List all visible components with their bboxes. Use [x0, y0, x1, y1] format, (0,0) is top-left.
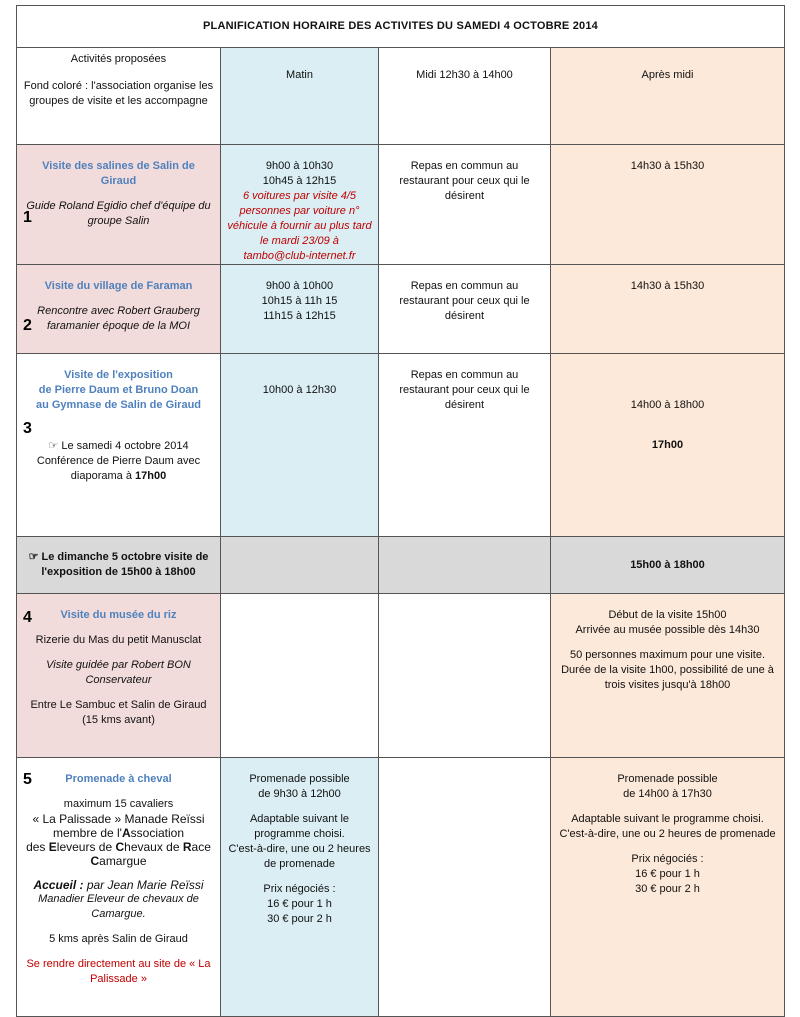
assoc-part: des — [26, 840, 49, 854]
activity-1-number: 1 — [23, 209, 32, 226]
header-legend: Fond coloré : l'association organise les groupes de visite et les accompagne — [23, 80, 214, 107]
activity-4-morning — [221, 594, 379, 758]
assoc-initial: R — [182, 840, 192, 854]
activity-4-location: Entre Le Sambuc et Salin de Giraud (15 kms avant) — [30, 699, 207, 726]
activity-3-afternoon-text: 14h00 à 18h00 — [630, 399, 705, 411]
activity-5-afternoon-adaptable: Adaptable suivant le programme choisi. — [571, 813, 764, 825]
exhibition-sunday-text: Le dimanche 5 octobre visite de l'exposition de 15h00 à 18h00 — [41, 551, 209, 578]
schedule-table — [16, 5, 785, 1017]
activity-2-noon-text: Repas en commun au restaurant pour ceux qui le désirent — [399, 280, 530, 322]
exhibition-sunday-row — [17, 537, 785, 594]
activity-1-cell — [17, 145, 221, 265]
activity-3-afternoon-bold: 17h00 — [651, 439, 684, 451]
activity-row-5 — [17, 758, 785, 1017]
activity-2-morning-time-2: 10h15 à 11h 15 — [261, 295, 338, 307]
activity-5-morning-times: de 9h30 à 12h00 — [258, 788, 341, 800]
activity-5-distance: 5 kms après Salin de Giraud — [49, 933, 188, 945]
activity-1-guide: Guide Roland Egidio chef d'équipe du groupe Salin — [26, 200, 211, 227]
activity-1-morning-time-1: 9h00 à 10h30 — [265, 160, 334, 172]
activity-5-number: 5 — [23, 771, 32, 788]
activity-4-number: 4 — [23, 609, 32, 626]
activity-2-morning — [221, 265, 379, 354]
activity-5-morning-adaptable: Adaptable suivant le programme choisi. — [249, 813, 350, 840]
header-activities: Activités proposées — [70, 53, 167, 65]
activity-3-afternoon — [551, 354, 785, 537]
activity-5-directions: Se rendre directement au site de « La Palissade » — [26, 958, 211, 985]
header-afternoon-cell — [551, 48, 785, 145]
activity-5-afternoon-times: de 14h00 à 17h30 — [623, 788, 712, 800]
activity-1-noon — [379, 145, 551, 265]
activity-5-afternoon-price-2: 30 € pour 2 h — [635, 883, 700, 895]
activity-1-afternoon — [551, 145, 785, 265]
header-morning: Matin — [286, 69, 313, 81]
assoc-part: leveurs de — [56, 840, 116, 854]
activity-3-note-date-line — [23, 439, 214, 454]
activity-3-cell — [17, 354, 221, 537]
activity-4-afternoon-start: Début de la visite 15h00 — [608, 609, 727, 621]
activity-2-morning-time-3: 11h15 à 12h15 — [263, 310, 336, 322]
activity-3-title-line-3: au Gymnase de Salin de Giraud — [35, 399, 202, 411]
activity-4-afternoon-arrival: Arrivée au musée possible dès 14h30 — [575, 624, 760, 636]
activity-3-morning — [221, 354, 379, 537]
activity-2-morning-time-1: 9h00 à 10h00 — [265, 280, 334, 292]
activity-5-morning-price-1: 16 € pour 1 h — [267, 898, 332, 910]
activity-1-morning-notes: 6 voitures par visite 4/5 personnes par voiture n° véhicule à fournir au plus tard le mardi 23/09 à tambo@club-internet.fr — [227, 190, 372, 262]
assoc-initial: C — [115, 840, 125, 854]
activity-5-member-a: membre de l' — [52, 826, 122, 840]
activity-3-title-line-1: Visite de l'exposition — [64, 369, 173, 381]
activity-1-title: Visite des salines de Salin de Giraud — [42, 160, 195, 187]
activity-4-cell — [17, 594, 221, 758]
assoc-part: hevaux de — [124, 840, 183, 854]
exhibition-sunday-cell — [17, 537, 221, 594]
activity-5-max: maximum 15 cavaliers — [63, 798, 174, 810]
activity-2-noon — [379, 265, 551, 354]
assoc-part: amargue — [99, 854, 147, 868]
activity-5-noon — [379, 758, 551, 1017]
activity-5-afternoon-price-1: 16 € pour 1 h — [635, 868, 700, 880]
activity-4-afternoon — [551, 594, 785, 758]
activity-2-afternoon — [551, 265, 785, 354]
activity-5-association — [23, 840, 214, 854]
activity-3-title-line-2: de Pierre Daum et Bruno Doan — [38, 384, 199, 396]
exhibition-sunday-afternoon-text: 15h00 à 18h00 — [630, 558, 705, 571]
activity-5-morning — [221, 758, 379, 1017]
assoc-initial: E — [48, 840, 57, 854]
activity-5-member — [23, 826, 214, 840]
activity-2-title: Visite du village de Faraman — [44, 280, 193, 292]
header-row — [17, 48, 785, 145]
activity-3-note — [23, 454, 214, 484]
activity-5-morning-hours: C'est-à-dire, une ou 2 heures de promenade — [228, 843, 371, 870]
activity-2-guide: Rencontre avec Robert Grauberg faramanier époque de la MOI — [37, 305, 200, 332]
activity-5-afternoon — [551, 758, 785, 1017]
activity-5-title: Promenade à cheval — [65, 773, 172, 785]
activity-4-place: Rizerie du Mas du petit Manusclat — [35, 634, 202, 646]
hand-pointer-icon: ☞ — [48, 440, 59, 452]
assoc-initial: C — [90, 854, 100, 868]
activity-3-number: 3 — [23, 420, 32, 437]
activity-5-afternoon-hours: C'est-à-dire, une ou 2 heures de promenade — [559, 828, 776, 840]
header-noon: Midi 12h30 à 14h00 — [416, 69, 513, 81]
activity-5-welcome-name: par Jean Marie Reïssi — [83, 878, 204, 892]
assoc-part: ace — [191, 840, 211, 854]
activity-3-note-time: 17h00 — [135, 470, 167, 482]
activity-4-title: Visite du musée du riz — [60, 609, 177, 621]
activity-row-1 — [17, 145, 785, 265]
activity-5-association-end — [23, 854, 214, 868]
activity-5-morning-possible: Promenade possible — [249, 773, 350, 785]
activity-1-morning — [221, 145, 379, 265]
activity-3-noon — [379, 354, 551, 537]
activity-row-3 — [17, 354, 785, 537]
activity-3-noon-text: Repas en commun au restaurant pour ceux qui le désirent — [399, 369, 530, 411]
activity-2-cell — [17, 265, 221, 354]
title-row — [17, 6, 785, 48]
header-afternoon: Après midi — [641, 69, 694, 81]
activity-1-morning-time-2: 10h45 à 12h15 — [262, 175, 337, 187]
exhibition-sunday-afternoon — [551, 537, 785, 594]
exhibition-sunday-morning — [221, 537, 379, 594]
activity-5-morning-prices-label: Prix négociés : — [263, 883, 336, 895]
activity-4-noon — [379, 594, 551, 758]
activity-5-member-b: A — [121, 826, 131, 840]
activity-5-manade: « La Palissade » Manade Reïssi — [32, 812, 205, 826]
activity-row-2 — [17, 265, 785, 354]
activity-row-4 — [17, 594, 785, 758]
activity-5-welcome-label: Accueil : — [33, 878, 84, 892]
activity-4-guide: Visite guidée par Robert BON Conservateur — [46, 659, 191, 686]
activity-2-number: 2 — [23, 317, 32, 334]
activity-5-afternoon-prices-label: Prix négociés : — [631, 853, 704, 865]
activity-5-afternoon-possible: Promenade possible — [617, 773, 718, 785]
header-morning-cell — [221, 48, 379, 145]
activity-5-member-c: ssociation — [130, 826, 185, 840]
activity-1-noon-text: Repas en commun au restaurant pour ceux qui le désirent — [399, 160, 530, 202]
activity-5-morning-price-2: 30 € pour 2 h — [267, 913, 332, 925]
activity-4-afternoon-details: 50 personnes maximum pour une visite. Durée de la visite 1h00, possibilité de une à trois visites jusqu'à 18h00 — [561, 649, 774, 691]
activity-5-cell — [17, 758, 221, 1017]
activity-1-afternoon-text: 14h30 à 15h30 — [630, 160, 705, 172]
page-title: PLANIFICATION HORAIRE DES ACTIVITES DU SAMEDI 4 OCTOBRE 2014 — [17, 6, 785, 48]
activity-3-note-text: Conférence de Pierre Daum avec diaporama à — [36, 455, 201, 482]
activity-3-morning-text: 10h00 à 12h30 — [262, 384, 337, 396]
activity-2-afternoon-text: 14h30 à 15h30 — [630, 280, 705, 292]
header-noon-cell — [379, 48, 551, 145]
header-activities-cell — [17, 48, 221, 145]
activity-5-welcome-sub: Manadier Eleveur de chevaux de Camargue. — [38, 893, 199, 920]
activity-5-welcome — [23, 878, 214, 892]
activity-3-note-date: Le samedi 4 octobre 2014 — [61, 440, 189, 452]
hand-pointer-icon: ☞ — [28, 551, 39, 563]
exhibition-sunday-noon — [379, 537, 551, 594]
